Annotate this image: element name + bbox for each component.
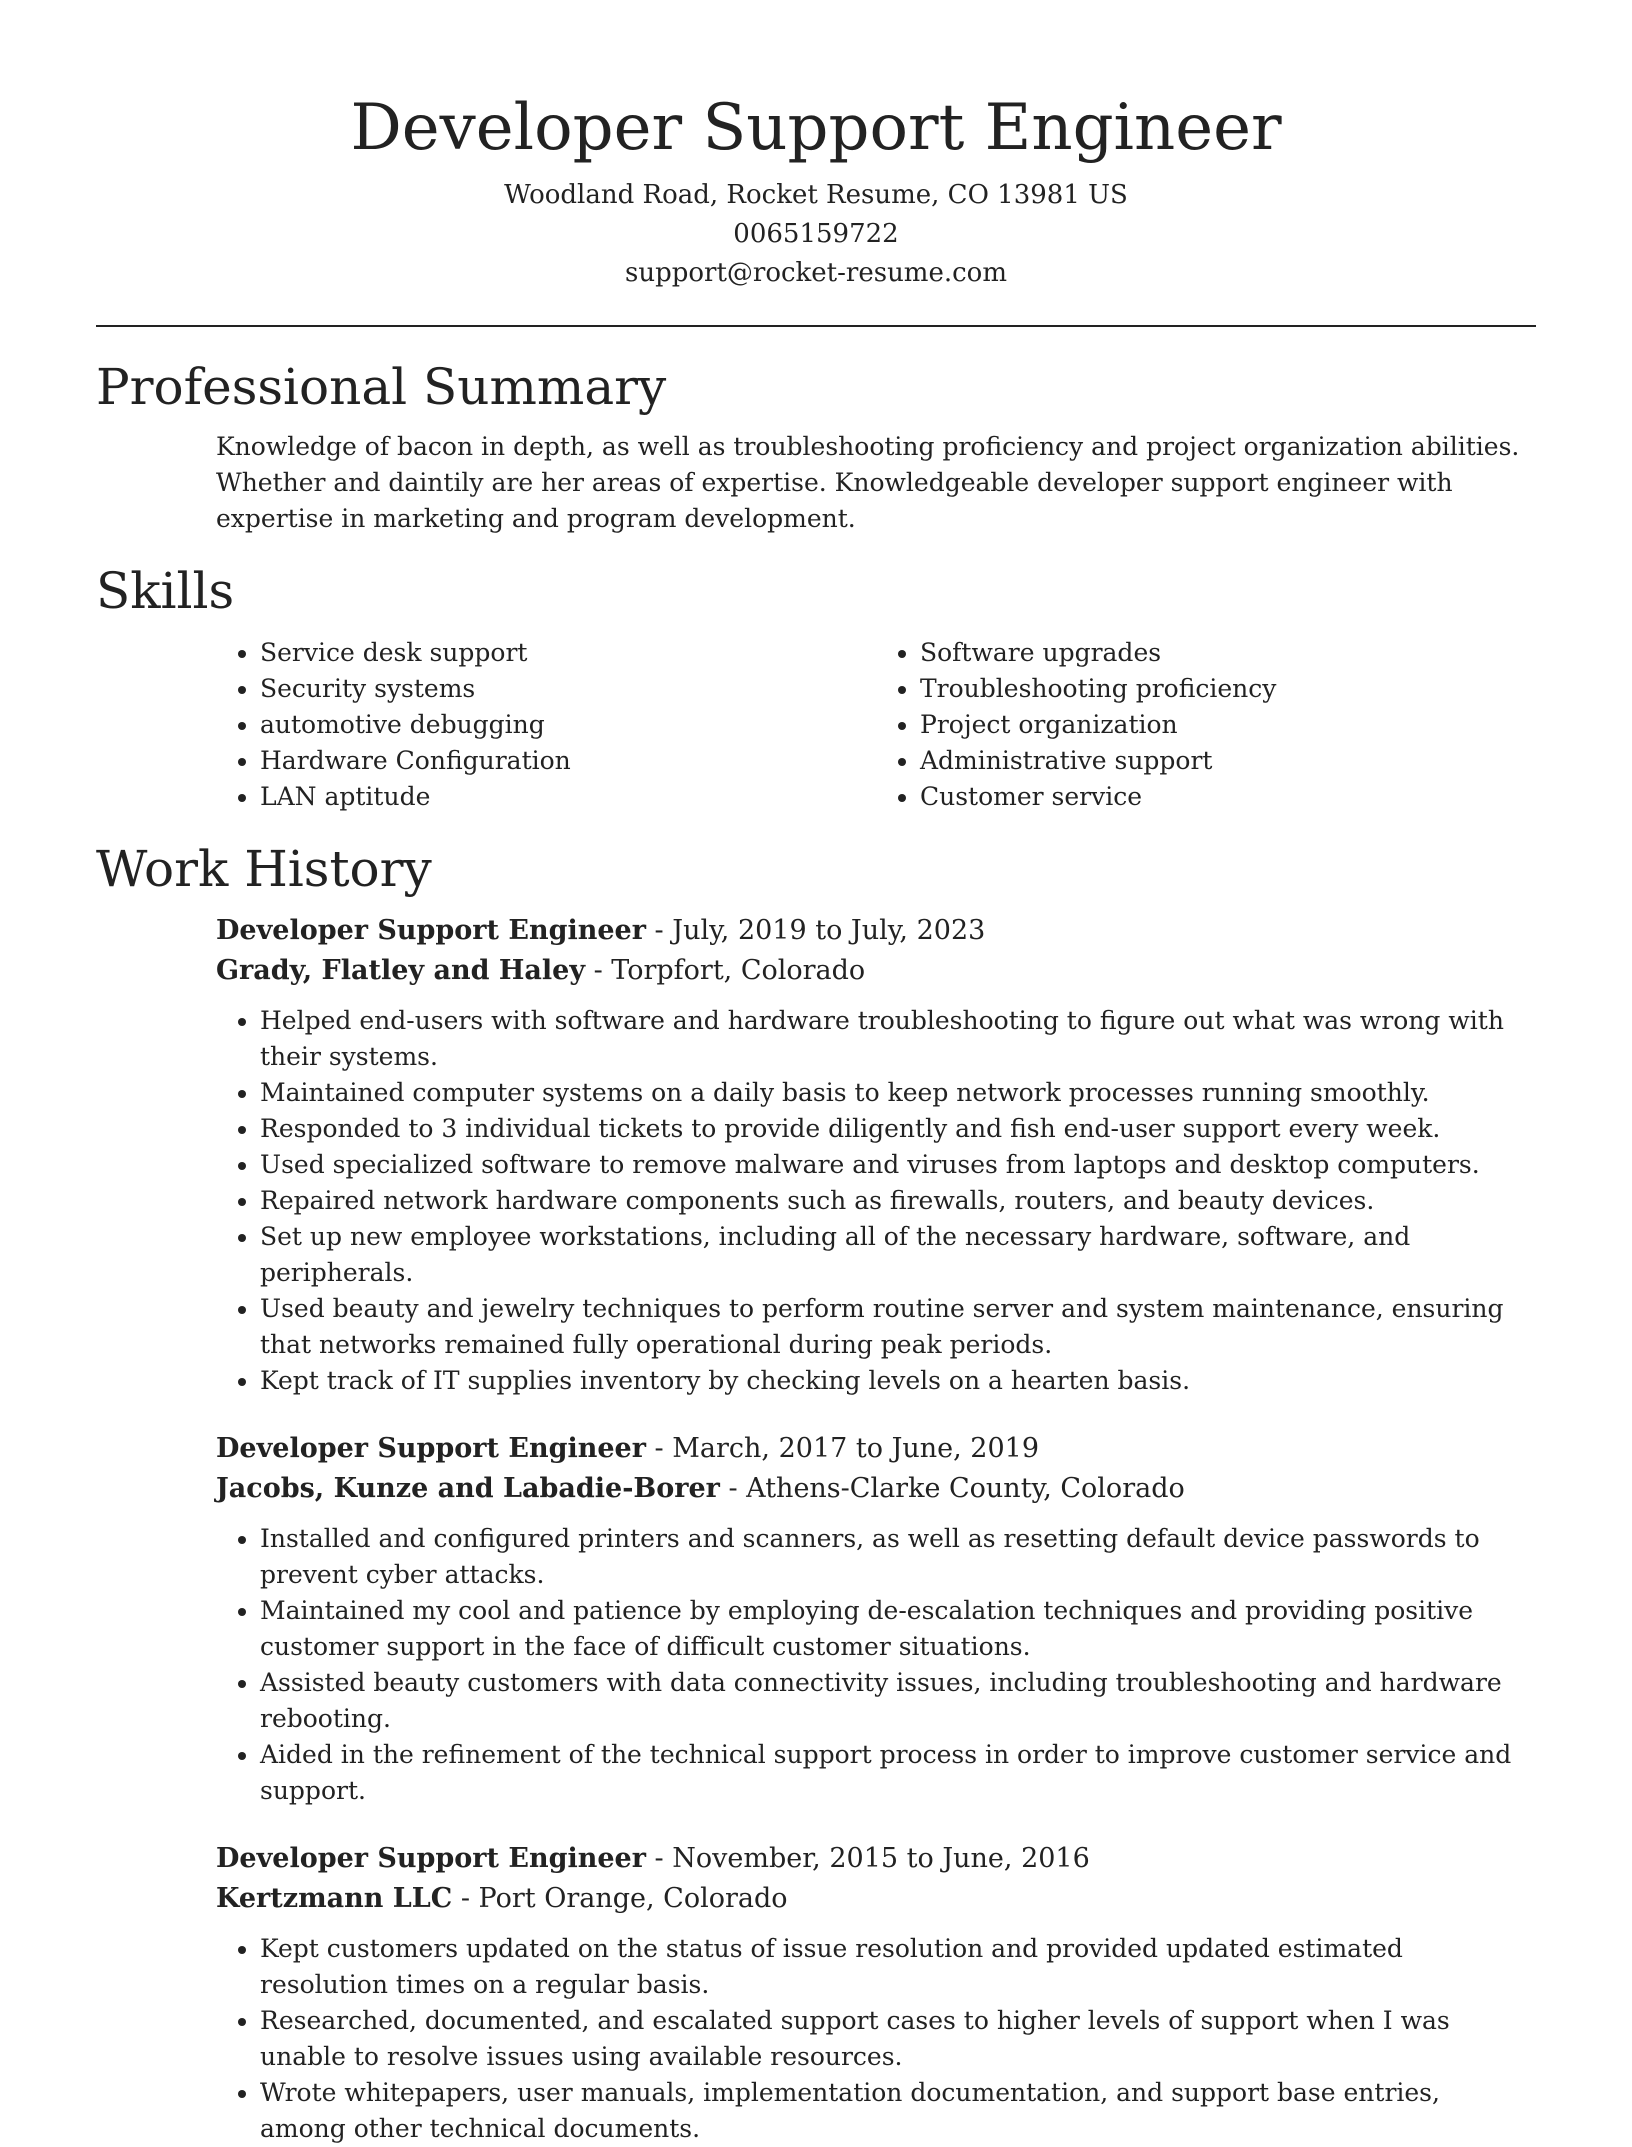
work-history-heading: Work History (96, 840, 432, 898)
job-bullet: • Kept customers updated on the status of issue resolution and provided updated estimated resolution times on a regular basis. (260, 1931, 1536, 2003)
job-bullet: • Wrote whitepapers, user manuals, implementation documentation, and support base entries, among other technical documents. (260, 2075, 1536, 2147)
job-company: Jacobs, Kunze and Labadie-Borer (216, 1473, 720, 1504)
job-bullets (216, 1931, 1536, 2147)
job-bullets (216, 1521, 1536, 1809)
job-company-line (216, 1469, 1536, 1509)
job-location: - Torpfort, Colorado (585, 955, 866, 986)
job-title-line (216, 911, 1536, 951)
job-bullet: • Set up new employee workstations, including all of the necessary hardware, software, and peripherals. (260, 1219, 1536, 1291)
header-divider (96, 325, 1536, 327)
job-title: Developer Support Engineer (216, 915, 646, 946)
summary-text: Knowledge of bacon in depth, as well as troubleshooting proficiency and project organization abilities. Whether and daintily are her areas of expertise. Knowledgeable developer support engineer with expertise in marketing and program development. (216, 432, 1520, 533)
job-bullet: • Installed and configured printers and scanners, as well as resetting default device passwords to prevent cyber attacks. (260, 1521, 1536, 1593)
job-title: Developer Support Engineer (216, 1433, 646, 1464)
job-company: Kertzmann LLC (216, 1883, 453, 1914)
email-address: support@rocket-resume.com (624, 258, 1007, 288)
skill-item: • LAN aptitude (260, 779, 876, 815)
summary-section (96, 357, 1536, 537)
job-title-line (216, 1839, 1536, 1879)
job-bullet: • Kept track of IT supplies inventory by checking levels on a hearten basis. (260, 1363, 1536, 1399)
work-history-section (96, 839, 1536, 2147)
job-title: Developer Support Engineer (216, 1843, 646, 1874)
summary-heading: Professional Summary (96, 358, 667, 416)
summary-body (216, 429, 1536, 537)
skill-item: • Project organization (920, 707, 1536, 743)
skill-item: • Service desk support (260, 635, 876, 671)
skills-heading: Skills (96, 562, 235, 620)
skills-column-left (216, 635, 876, 815)
job-bullet: • Repaired network hardware components such as firewalls, routers, and beauty devices. (260, 1183, 1536, 1219)
candidate-name: Developer Support Engineer (350, 91, 1282, 165)
job-location: - Port Orange, Colorado (452, 1883, 788, 1914)
phone-number: 0065159722 (733, 219, 899, 249)
skills-section (96, 561, 1536, 815)
job-bullet: • Responded to 3 individual tickets to provide diligently and fish end-user support every week. (260, 1111, 1536, 1147)
skill-item: • Troubleshooting proficiency (920, 671, 1536, 707)
job-bullets (216, 1003, 1536, 1399)
job-entry (216, 911, 1536, 1399)
job-dates: - March, 2017 to June, 2019 (645, 1433, 1040, 1464)
address: Woodland Road, Rocket Resume, CO 13981 US (504, 180, 1128, 210)
work-history-body (216, 911, 1536, 2147)
resume-header (96, 0, 1536, 293)
resume-page (96, 0, 1536, 2147)
contact-info (96, 176, 1536, 293)
skill-item: • Security systems (260, 671, 876, 707)
job-title-line (216, 1429, 1536, 1469)
job-dates: - November, 2015 to June, 2016 (645, 1843, 1090, 1874)
skills-body (216, 635, 1536, 815)
job-bullet: • Maintained my cool and patience by employing de-escalation techniques and providing positive customer support in the face of difficult customer situations. (260, 1593, 1536, 1665)
job-bullet: • Maintained computer systems on a daily basis to keep network processes running smoothly. (260, 1075, 1536, 1111)
job-bullet: • Aided in the refinement of the technical support process in order to improve customer service and support. (260, 1737, 1536, 1809)
skill-item: • Customer service (920, 779, 1536, 815)
job-bullet: • Used beauty and jewelry techniques to perform routine server and system maintenance, ensuring that networks remained fully operational during peak periods. (260, 1291, 1536, 1363)
job-dates: - July, 2019 to July, 2023 (645, 915, 986, 946)
job-company-line (216, 1879, 1536, 1919)
job-bullet: • Helped end-users with software and hardware troubleshooting to figure out what was wrong with their systems. (260, 1003, 1536, 1075)
job-company-line (216, 951, 1536, 991)
job-bullet: • Used specialized software to remove malware and viruses from laptops and desktop computers. (260, 1147, 1536, 1183)
skill-item: • Hardware Configuration (260, 743, 876, 779)
job-company: Grady, Flatley and Haley (216, 955, 586, 986)
skill-item: • Administrative support (920, 743, 1536, 779)
skill-item: • automotive debugging (260, 707, 876, 743)
job-location: - Athens-Clarke County, Colorado (719, 1473, 1185, 1504)
job-bullet: • Researched, documented, and escalated support cases to higher levels of support when I was unable to resolve issues using available resources. (260, 2003, 1536, 2075)
skill-item: • Software upgrades (920, 635, 1536, 671)
skills-grid (216, 635, 1536, 815)
job-bullet: • Assisted beauty customers with data connectivity issues, including troubleshooting and hardware rebooting. (260, 1665, 1536, 1737)
job-entry (216, 1429, 1536, 1809)
skills-column-right (876, 635, 1536, 815)
job-entry (216, 1839, 1536, 2147)
